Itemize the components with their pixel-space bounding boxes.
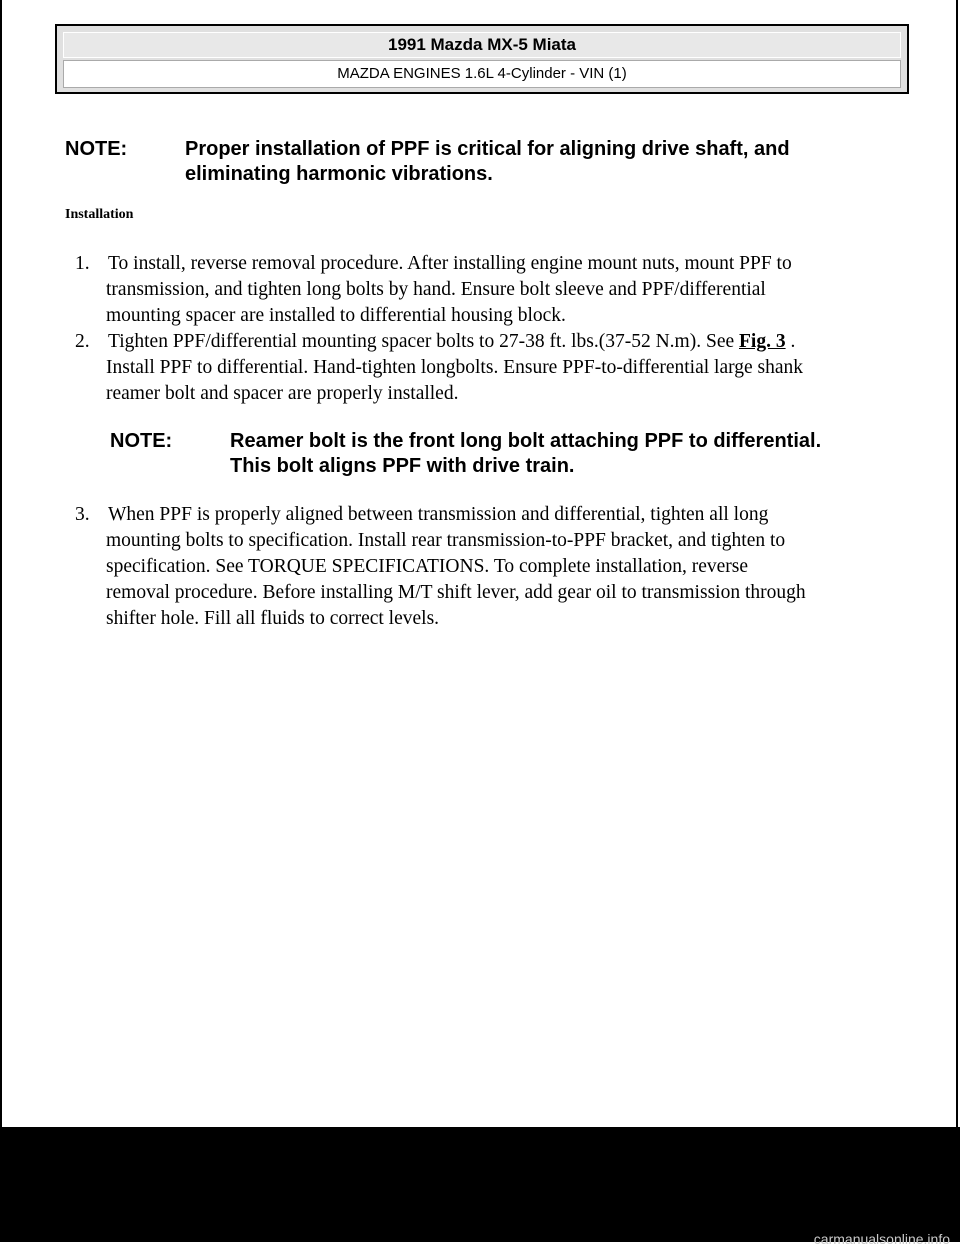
step-line: removal procedure. Before installing M/T shift lever, add gear oil to transmission through <box>106 582 806 603</box>
step-2 <box>75 329 935 409</box>
step-line <box>108 329 795 355</box>
step-3 <box>75 502 935 634</box>
footer-bar <box>0 1127 960 1247</box>
step-number: 3. <box>75 504 90 525</box>
note-label: NOTE: <box>110 430 173 452</box>
header-subtitle: MAZDA ENGINES 1.6L 4-Cylinder - VIN (1) <box>63 60 901 88</box>
step-line: Install PPF to differential. Hand-tighten longbolts. Ensure PPF-to-differential large shank <box>106 357 804 378</box>
note-ppf-installation <box>65 136 925 192</box>
document-header <box>55 24 909 94</box>
note-line-2: eliminating harmonic vibrations. <box>185 163 493 185</box>
note-line-2: This bolt aligns PPF with drive train. <box>230 455 575 477</box>
step-1 <box>75 251 935 331</box>
step-line: shifter hole. Fill all fluids to correct levels. <box>106 608 440 629</box>
step-line: mounting bolts to specification. Install rear transmission-to-PPF bracket, and tighten to <box>106 530 786 551</box>
step-text: Tighten PPF/differential mounting spacer bolts to 27-38 ft. lbs.(37-52 N.m). See <box>108 331 739 352</box>
fig-3-link[interactable]: Fig. 3 <box>739 331 786 352</box>
note-label: NOTE: <box>65 138 128 160</box>
step-line: specification. See TORQUE SPECIFICATIONS. To complete installation, reverse <box>106 556 749 577</box>
step-line: When PPF is properly aligned between transmission and differential, tighten all long <box>108 504 769 525</box>
step-line: To install, reverse removal procedure. After installing engine mount nuts, mount PPF to <box>108 253 792 274</box>
step-number: 2. <box>75 331 90 352</box>
note-line-1: Reamer bolt is the front long bolt attaching PPF to differential. <box>230 430 822 452</box>
step-line: reamer bolt and spacer are properly installed. <box>106 383 459 404</box>
step-text: . <box>785 331 796 352</box>
step-line: transmission, and tighten long bolts by hand. Ensure bolt sleeve and PPF/differential <box>106 279 766 300</box>
watermark-text: carmanualsonline.info <box>813 1231 950 1247</box>
note-line-1: Proper installation of PPF is critical for aligning drive shaft, and <box>185 138 790 160</box>
header-title: 1991 Mazda MX-5 Miata <box>63 32 901 58</box>
step-number: 1. <box>75 253 90 274</box>
section-heading-installation: Installation <box>65 207 134 222</box>
step-line: mounting spacer are installed to differential housing block. <box>106 305 566 326</box>
note-reamer-bolt <box>110 428 940 484</box>
